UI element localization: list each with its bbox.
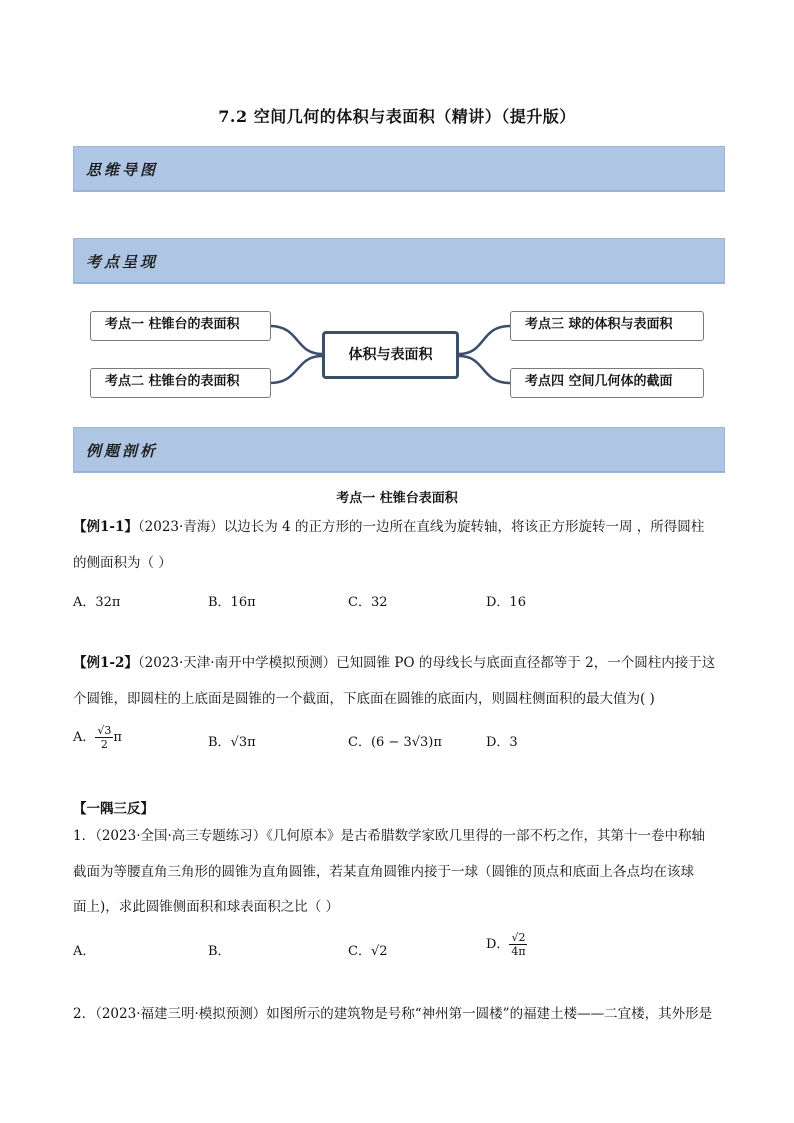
practice-heading: 【一隅三反】 <box>73 801 154 817</box>
example-1-2-option-d: D．3 <box>486 735 518 750</box>
example-1-1-line1 <box>73 517 723 537</box>
example-1-1-line2: 的侧面积为（ ） <box>73 555 172 571</box>
practice-q1-line1: 1．（2023·全国·高三专题练习）《几何原本》是古希腊数学家欧几里得的一部不朽之作，其第十一卷中称轴 <box>73 828 706 844</box>
practice-q1-line2: 截面为等腰直角三角形的圆锥为直角圆锥，若某直角圆锥内接于一球（圆锥的顶点和底面上各点均在该球 <box>73 864 694 880</box>
example-1-2-option-b: B．√3π <box>208 735 256 750</box>
example-1-1-tag: 【例1-1】 <box>73 519 138 535</box>
example-1-2-text1: （2023·天津·南开中学模拟预测）已知圆锥 PO 的母线长与底面直径都等于 2，一个圆柱内接于这 <box>137 655 716 671</box>
example-1-1-text1: （2023·青海）以边长为 4 的正方形的一边所在直线为旋转轴，将该正方形旋转一周 ，所得圆柱 <box>137 519 705 535</box>
example-1-1-option-c: C．32 <box>348 595 388 610</box>
option-d-fraction <box>509 931 527 958</box>
mindmap-node-1: 考点一 柱锥台的表面积 <box>90 311 271 341</box>
mindmap-node-2: 考点二 柱锥台的表面积 <box>90 368 271 398</box>
mindmap-node-4: 考点四 空间几何体的截面 <box>510 368 704 398</box>
example-1-2-line2: 个圆锥，即圆柱的上底面是圆锥的一个截面，下底面在圆锥的底面内，则圆柱侧面积的最大值为( ) <box>73 691 655 707</box>
practice-q1-option-c: C．√2 <box>348 944 388 959</box>
practice-q1-line3: 面上)，求此圆锥侧面积和球表面积之比（ ） <box>73 899 340 915</box>
option-d-label: D． <box>486 937 510 952</box>
example-1-2-option-a <box>73 724 122 751</box>
mindmap-node-3: 考点三 球的体积与表面积 <box>510 311 704 341</box>
banner-liti-label: 例题剖析 <box>86 442 159 460</box>
fraction-denominator: 2 <box>100 738 108 751</box>
page-title: 7.2 空间几何的体积与表面积（精讲）（提升版） <box>218 107 576 126</box>
option-a-label: A． <box>73 730 96 745</box>
option-a-pi: π <box>113 730 122 745</box>
mindmap-center: 体积与表面积 <box>322 331 459 379</box>
practice-q2-line1: 2．（2023·福建三明·模拟预测）如图所示的建筑物是号称“神州第一圆楼”的福建土楼——二宜楼，其外形是 <box>73 1006 713 1022</box>
example-1-1-option-a: A．32π <box>73 595 121 610</box>
banner-mindmap-label: 思维导图 <box>86 161 159 179</box>
section-heading: 考点一 柱锥台表面积 <box>336 491 458 506</box>
example-1-1-option-d: D．16 <box>486 595 526 610</box>
fraction-numerator: √3 <box>97 724 112 737</box>
practice-q1-option-d <box>486 931 527 958</box>
fraction-denominator: 4π <box>511 945 526 958</box>
example-1-2-option-c: C．(6 − 3√3)π <box>348 735 442 750</box>
fraction-numerator: √2 <box>511 931 526 944</box>
banner-liti <box>73 427 725 473</box>
practice-q1-option-a: A． <box>73 944 96 959</box>
example-1-2-tag: 【例1-2】 <box>73 655 138 671</box>
banner-kaodian-label: 考点呈现 <box>86 253 159 271</box>
option-a-fraction <box>95 724 113 751</box>
example-1-2-line1 <box>73 653 723 673</box>
example-1-1-option-b: B．16π <box>208 595 256 610</box>
practice-q1-option-b: B． <box>208 944 231 959</box>
